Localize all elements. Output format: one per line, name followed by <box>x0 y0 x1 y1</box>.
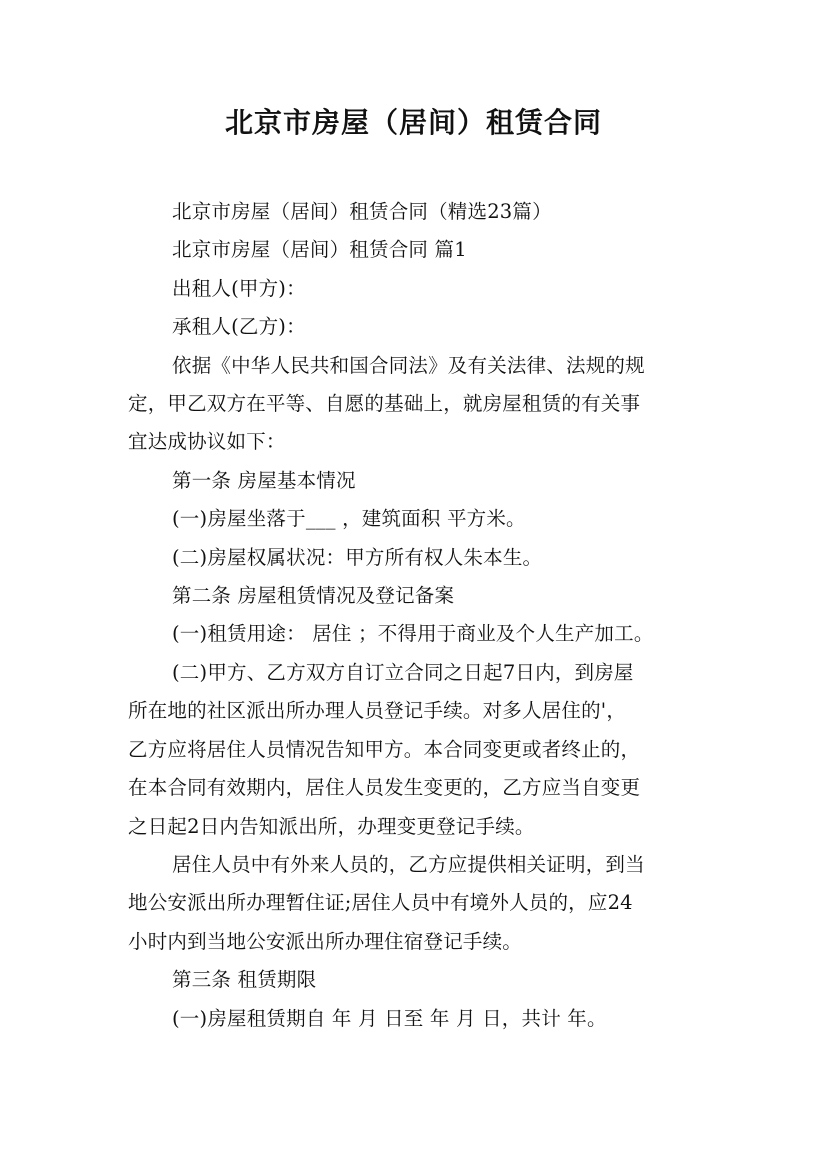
document-body <box>128 193 708 1038</box>
paragraph-line: 北京市房屋（居间）租赁合同 篇1 <box>172 238 467 262</box>
paragraph-line: 地公安派出所办理暂住证;居住人员中有境外人员的，应24 <box>128 891 633 915</box>
paragraph-line: 在本合同有效期内，居住人员发生变更的，乙方应当自变更 <box>128 776 641 800</box>
paragraph-line: 北京市房屋（居间）租赁合同（精选23篇） <box>172 200 552 223</box>
paragraph-line: (一)租赁用途： 居住 ；不得用于商业及个人生产加工。 <box>172 622 654 646</box>
paragraph-line: (一)房屋租赁期自 年 月 日至 年 月 日，共计 年。 <box>172 1006 607 1030</box>
paragraph-line: 宜达成协议如下： <box>128 430 286 454</box>
paragraph-line: (二)甲方、乙方双方自订立合同之日起7日内，到房屋 <box>172 660 634 684</box>
document-title: 北京市房屋（居间）租赁合同 <box>224 106 602 139</box>
paragraph-line: 所在地的社区派出所办理人员登记手续。对多人居住的'， <box>128 699 627 723</box>
paragraph-line: 乙方应将居住人员情况告知甲方。本合同变更或者终止的， <box>128 737 641 761</box>
paragraph-line: 小时内到当地公安派出所办理住宿登记手续。 <box>128 929 523 953</box>
paragraph-line: 之日起2日内告知派出所，办理变更登记手续。 <box>128 814 535 838</box>
section-heading: 第二条 房屋租赁情况及登记备案 <box>172 584 455 608</box>
paragraph-line: 定，甲乙双方在平等、自愿的基础上，就房屋租赁的有关事 <box>128 392 641 416</box>
paragraph-line: 承租人(乙方)： <box>172 315 306 339</box>
paragraph-line: 出租人(甲方)： <box>172 276 306 300</box>
paragraph-line: (二)房屋权属状况：甲方所有权人朱本生。 <box>172 545 543 569</box>
section-heading: 第一条 房屋基本情况 <box>172 468 356 492</box>
paragraph-line: (一)房屋坐落于___ ，建筑面积 平方米。 <box>172 507 526 531</box>
paragraph-line: 居住人员中有外来人员的，乙方应提供相关证明，到当 <box>172 852 645 876</box>
section-heading: 第三条 租赁期限 <box>172 968 317 992</box>
paragraph-line: 依据《中华人民共和国合同法》及有关法律、法规的规 <box>172 353 645 377</box>
